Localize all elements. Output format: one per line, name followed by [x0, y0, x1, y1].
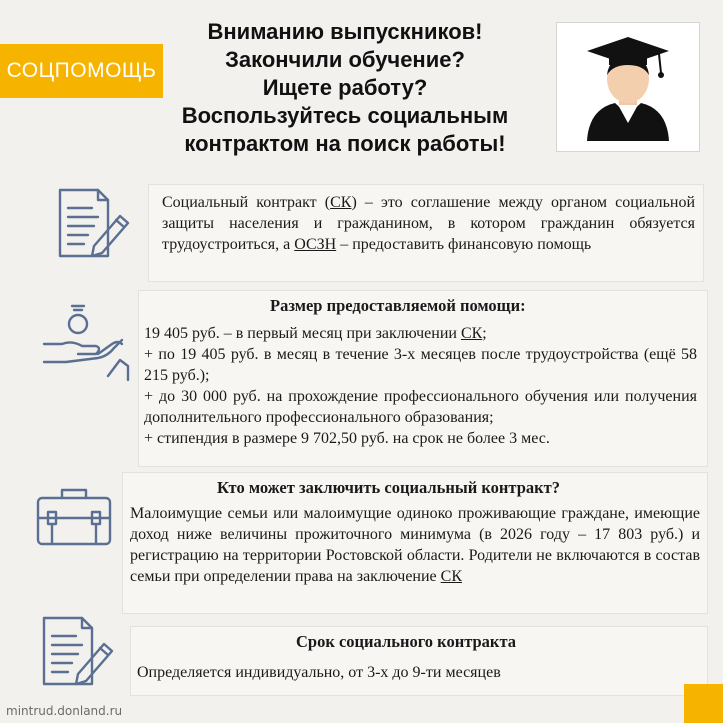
aid-item-2: + по 19 405 руб. в месяц в течение 3-х месяцев после трудоустройства (ещё 58 215 руб.); — [144, 346, 697, 384]
headline-line-3: Ищете работу? — [262, 75, 428, 100]
aid-item-1: 19 405 руб. – в первый месяц при заключении СК; — [144, 325, 487, 342]
graduate-icon — [557, 23, 699, 151]
headline-line-5: контрактом на поиск работы! — [184, 131, 506, 156]
definition-text: Социальный контракт (СК) – это соглашение между органом социальной защиты населения и гражданином, в котором гражданин обязуется трудоустроиться, а ОСЗН – предоставить финансовую помощь — [162, 194, 696, 253]
headline-line-4: Воспользуйтесь социальным — [181, 103, 509, 128]
aid-item-3: + до 30 000 руб. на прохождение профессионального обучения или получения дополнительного профессионального образования; — [144, 388, 697, 426]
aid-title: Размер предоставляемой помощи: — [270, 296, 526, 315]
abbr-sk: СК — [330, 194, 352, 211]
headline-line-1: Вниманию выпускников! — [207, 19, 483, 44]
headline — [140, 18, 550, 158]
site-footer: mintrud.donland.ru — [6, 704, 123, 718]
abbr-oszn: ОСЗН — [294, 236, 337, 253]
term-text: Определяется индивидуально, от 3-х до 9-ти месяцев — [137, 664, 501, 681]
eligibility-title: Кто может заключить социальный контракт? — [217, 478, 560, 497]
corner-accent — [684, 684, 723, 723]
hand-coin-icon — [38, 300, 136, 384]
eligibility-text: Малоимущие семьи или малоимущие одиноко проживающие граждане, имеющие доход ниже величины прожиточного минимума (в 2026 году – 17 803 руб.) и регистрацию на территории Ростовской области. Родители не включаются в состав семьи при определении права на заключение СК — [130, 505, 700, 585]
abbr-sk-2: СК — [440, 568, 462, 585]
term-title: Срок социального контракта — [296, 632, 516, 651]
aid-list — [144, 323, 697, 449]
aid-item-4: + стипендия в размере 9 702,50 руб. на срок не более 3 мес. — [144, 430, 550, 447]
graduate-picture — [556, 22, 700, 152]
headline-line-2: Закончили обучение? — [225, 47, 465, 72]
briefcase-icon — [34, 484, 114, 550]
document-pen-icon-2 — [36, 612, 120, 694]
document-pen-icon — [52, 184, 136, 266]
category-badge: СОЦПОМОЩЬ — [0, 44, 163, 98]
